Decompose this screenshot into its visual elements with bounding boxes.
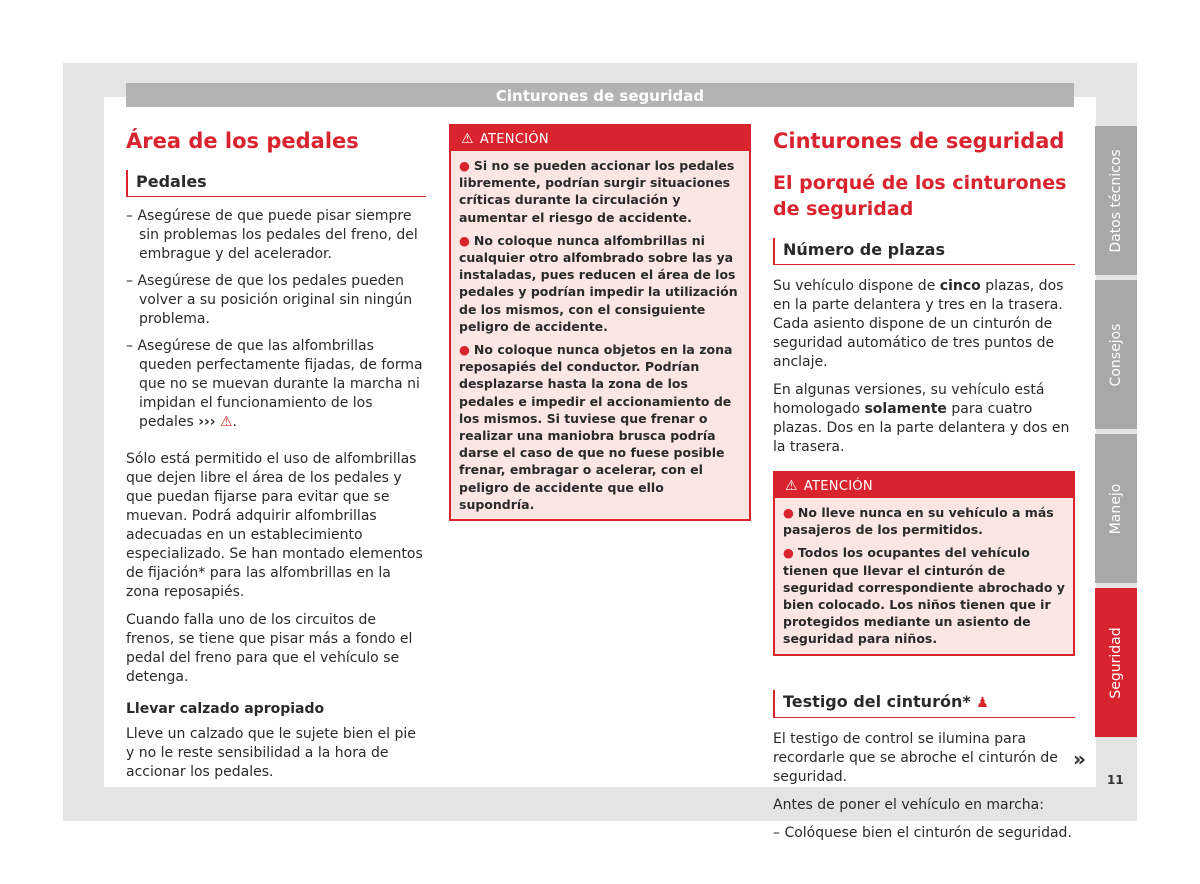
- subheading-pedales: Pedales: [126, 170, 426, 197]
- warning-box: [449, 124, 751, 521]
- chapter-title: Cinturones de seguridad: [773, 129, 1065, 153]
- subheading-testigo: Testigo del cinturón* ♟: [773, 690, 1075, 718]
- continue-icon: ›››: [198, 414, 216, 430]
- section-title: Área de los pedales: [126, 129, 359, 153]
- page-number: 11: [1107, 773, 1124, 787]
- side-tab-datos-tecnicos[interactable]: Datos técnicos: [1095, 126, 1137, 275]
- section-title: El porqué de los cinturones de seguridad: [773, 172, 1067, 220]
- warning-header: ⚠ ATENCIÓN: [775, 473, 1073, 498]
- side-tab-manejo[interactable]: Manejo: [1095, 434, 1137, 583]
- warning-icon: ⚠: [219, 414, 233, 430]
- side-tab-consejos[interactable]: Consejos: [1095, 280, 1137, 429]
- seatbelt-warning-icon: ♟: [976, 694, 989, 711]
- bold-heading: Llevar calzado apropiado: [126, 701, 325, 717]
- side-tab-seguridad[interactable]: Seguridad: [1095, 588, 1137, 737]
- column-right: [773, 110, 1075, 843]
- paragraph: Lleve un calzado que le sujete bien el pie y no le reste sensibilidad a la hora de accionar los pedales.: [126, 726, 416, 780]
- warning-header: ⚠ ATENCIÓN: [451, 126, 749, 151]
- warning-item: ● Si no se pueden accionar los pedales libremente, podrían surgir situaciones críticas durante la circulación y aumentar el riesgo de accidente.: [459, 158, 735, 225]
- list-item: – Asegúrese de que los pedales pueden volver a su posición original sin ningún problema.: [126, 273, 413, 327]
- warning-item: ● Todos los ocupantes del vehículo tienen que llevar el cinturón de seguridad correspondiente abrochado y bien colocado. Los niños tienen que ir protegidos mediante un asiento de seguridad para niños.: [783, 545, 1065, 647]
- list-item: – Colóquese bien el cinturón de seguridad.: [773, 824, 1072, 841]
- paragraph: Antes de poner el vehículo en marcha:: [773, 796, 1044, 813]
- warning-icon: ⚠: [785, 478, 798, 494]
- subheading-plazas: Número de plazas: [773, 238, 1075, 265]
- warning-item: ● No lleve nunca en su vehículo a más pasajeros de los permitidos.: [783, 505, 1054, 538]
- paragraph: Cuando falla uno de los circuitos de frenos, se tiene que pisar más a fondo el pedal del freno para que el vehículo se detenga.: [126, 612, 413, 685]
- warning-item: ● No coloque nunca objetos en la zona reposapiés del conductor. Podrían desplazarse hasta la zona de los pedales e impedir el accionamiento de los mismos. Si tuviese que frenar o realizar una maniobra brusca podría darse el caso de que no fuese posible frenar, embragar o acelerar, con el peligro de accidente que ello supondría.: [459, 342, 733, 512]
- warning-item: ● No coloque nunca alfombrillas ni cualquier otro alfombrado sobre las ya instaladas, pues reducen el área de los pedales y podrían impedir la utilización de los mismos, con el consiguiente peligro de accidente.: [459, 232, 738, 334]
- list-item: – Asegúrese de que las alfombrillas queden perfectamente fijadas, de forma que no se muevan durante la marcha ni impidan el funcionamiento de los pedales ››› ⚠.: [126, 338, 423, 430]
- warning-icon: ⚠: [461, 131, 474, 147]
- paragraph: En algunas versiones, su vehículo está homologado solamente para cuatro plazas. Dos en la parte delantera y dos en la trasera.: [773, 382, 1070, 455]
- warning-box: [773, 471, 1075, 656]
- paragraph: Su vehículo dispone de cinco plazas, dos en la parte delantera y tres en la trasera. Cada asiento dispone de un cinturón de seguridad automático de tres puntos de anclaje.: [773, 278, 1064, 370]
- column-left: [126, 110, 426, 782]
- list-item: – Asegúrese de que puede pisar siempre sin problemas los pedales del freno, del embrague y del acelerador.: [126, 208, 418, 262]
- column-middle: [449, 110, 751, 521]
- paragraph: El testigo de control se ilumina para recordarle que se abroche el cinturón de seguridad.: [773, 730, 1058, 785]
- section-header: Cinturones de seguridad: [126, 83, 1074, 107]
- paragraph: Sólo está permitido el uso de alfombrillas que dejen libre el área de los pedales y que puedan fijarse para evitar que se muevan. Podrá adquirir alfombrillas adecuadas en un establecimiento especializado. Se han montado elementos de fijación* para las alfombrillas en la zona reposapiés.: [126, 451, 423, 600]
- continue-icon: »: [1073, 747, 1086, 771]
